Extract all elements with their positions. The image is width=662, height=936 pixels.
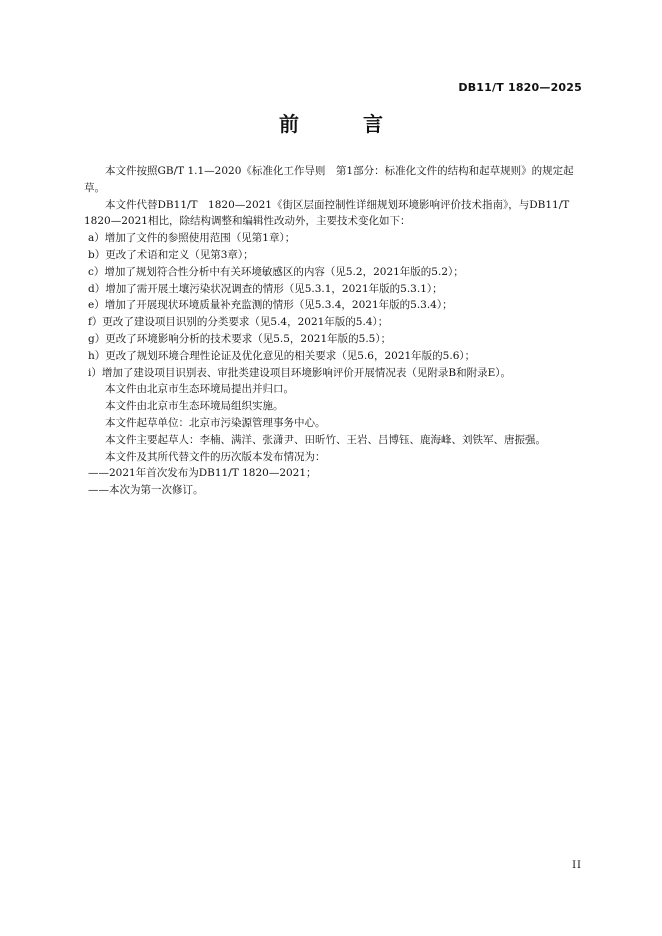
- list-item: d）增加了需开展土壤污染状况调查的情形（见5.3.1，2021年版的5.3.1）；: [88, 282, 443, 295]
- list-item: a）增加了文件的参照使用范围（见第1章）；: [88, 232, 296, 245]
- list-item: e）增加了开展现状环境质量补充监测的情形（见5.3.4，2021年版的5.3.4）；: [88, 299, 453, 312]
- paragraph-drafters: 本文件主要起草人：李楠、满洋、张潇尹、田昕竹、王岩、吕博钰、鹿海峰、刘铁军、唐振强。: [105, 433, 546, 446]
- page-number: II: [572, 860, 582, 871]
- paragraph-implementer: 本文件由北京市生态环境局组织实施。: [105, 400, 284, 413]
- paragraph-drafting-unit: 本文件起草单位：北京市污染源管理事务中心。: [105, 416, 326, 429]
- paragraph-replacement: 本文件代替DB11/T 1820—2021《街区层面控制性详细规划环境影响评价技术指南》，与DB11/T 1820—2021相比，除结构调整和编辑性改动外，主要技术变化如下：: [84, 198, 570, 228]
- paragraph-history-intro: 本文件及其所代替文件的历次版本发布情况为：: [105, 450, 326, 463]
- paragraph-proposer: 本文件由北京市生态环境局提出并归口。: [105, 383, 294, 396]
- document-code: DB11/T 1820—2025: [458, 81, 582, 94]
- list-item: g）更改了环境影响分析的技术要求（见5.5，2021年版的5.5）；: [88, 332, 392, 345]
- list-item: i）增加了建设项目识别表、审批类建设项目环境影响评价开展情况表（见附录B和附录E）。: [88, 366, 511, 379]
- history-item: ——本次为第一次修订。: [88, 484, 204, 497]
- foreword-body: [84, 163, 584, 499]
- list-item: f）更改了建设项目识别的分类要求（见5.4，2021年版的5.4）；: [88, 316, 389, 329]
- changes-list: [84, 230, 584, 381]
- page-title: 前 言: [279, 112, 405, 136]
- history-item: ——2021年首次发布为DB11/T 1820—2021；: [88, 467, 317, 480]
- list-item: b）更改了术语和定义（见第3章）；: [88, 248, 254, 261]
- paragraph-standard-basis: 本文件按照GB/T 1.1—2020《标准化工作导则 第1部分：标准化文件的结构和起草规则》的规定起草。: [84, 165, 574, 194]
- list-item: c）增加了规划符合性分析中有关环境敏感区的内容（见5.2，2021年版的5.2）；: [88, 265, 464, 278]
- list-item: h）更改了规划环境合理性论证及优化意见的相关要求（见5.6，2021年版的5.6）；: [88, 349, 476, 362]
